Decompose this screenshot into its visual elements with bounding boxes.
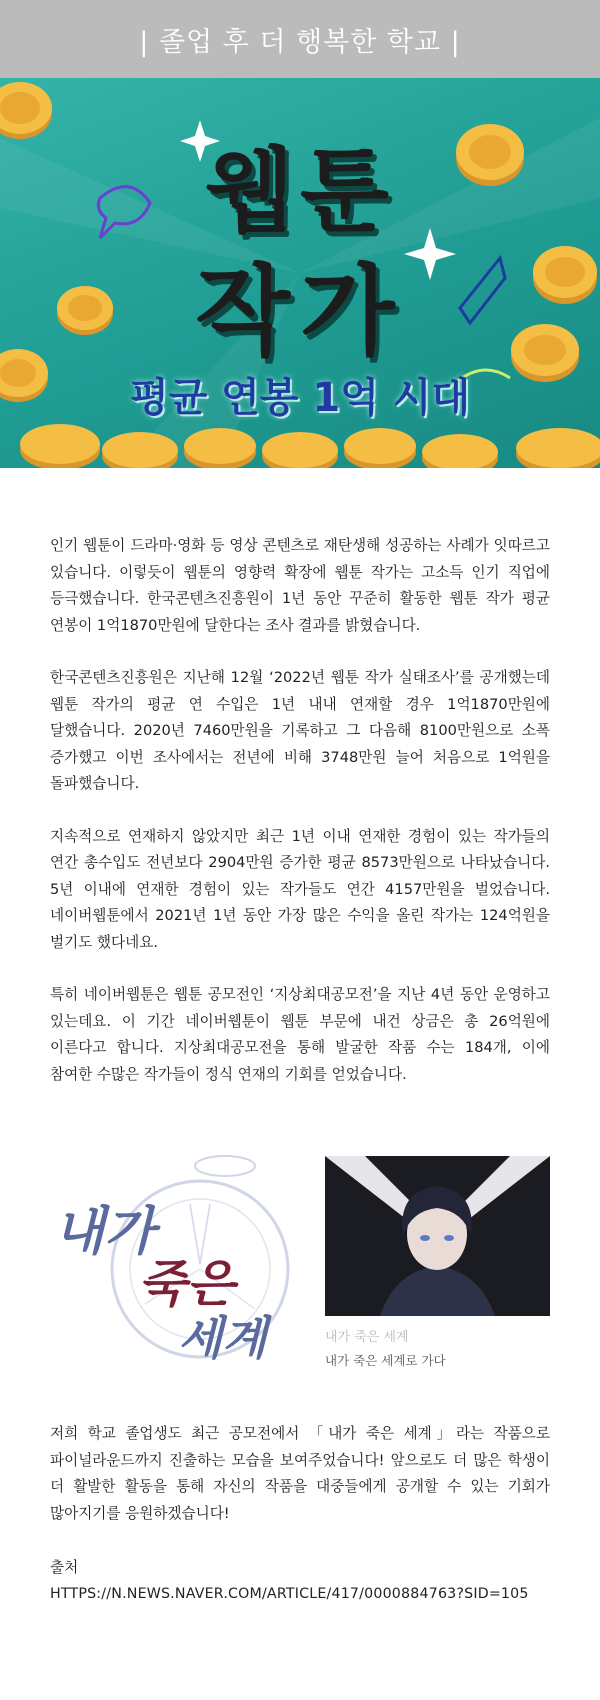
character-illustration bbox=[325, 1156, 550, 1316]
source-label: 출처 bbox=[50, 1559, 79, 1576]
logo-part: 세계 bbox=[178, 1311, 267, 1365]
webtoon-banner bbox=[0, 78, 600, 468]
banner-title-line2: 작가 bbox=[195, 255, 405, 369]
caption-title: 내가 죽은 세계 bbox=[325, 1330, 409, 1345]
logo-part: 죽은 bbox=[138, 1254, 235, 1313]
webtoon-thumbnail bbox=[325, 1156, 550, 1316]
header-title: | 졸업 후 더 행복한 학교 | bbox=[139, 26, 461, 58]
article-paragraph: 특히 네이버웹툰은 웹툰 공모전인 ‘지상최대공모전’을 지난 4년 동안 운영하고 있는데요. 이 기간 네이버웹툰이 웹툰 부문에 내건 상금은 총 26억원에 이른다고 합니다. 지상최대공모전을 통해 발굴한 작품 수는 184개, 이에 참여한 수많은 작가들이 정식 연재의 기회를 얻었습니다. bbox=[50, 986, 550, 1083]
banner-subtitle: 평균 연봉 1억 시대 bbox=[129, 375, 471, 421]
page-header bbox=[0, 0, 600, 78]
webtoon-feature bbox=[50, 1136, 550, 1421]
banner-title-line1: 웹툰 bbox=[205, 138, 395, 245]
coin-icon bbox=[20, 424, 600, 468]
logo-part: 내가 bbox=[54, 1201, 155, 1262]
article-paragraph: 인기 웹툰이 드라마·영화 등 영상 콘텐츠로 재탄생해 성공하는 사례가 잇따르고 있습니다. 이렇듯이 웹툰의 영향력 확장에 웹툰 작가는 고소득 인기 직업에 등극했습니다. 한국콘텐츠진흥원이 1년 동안 꾸준히 활동한 웹툰 작가 평균 연봉이 1억1870만원에 달한다는 조사 결과를 밝혔습니다. bbox=[50, 537, 550, 634]
article-body bbox=[0, 468, 600, 1607]
webtoon-logo bbox=[50, 1144, 290, 1379]
source-link[interactable]: HTTPS://N.NEWS.NAVER.COM/ARTICLE/417/0000884763?SID=105 bbox=[50, 1586, 529, 1602]
closing-paragraph: 저희 학교 졸업생도 최근 공모전에서 「내가 죽은 세계」라는 작품으로 파이널라운드까지 진출하는 모습을 보여주었습니다! 앞으로도 더 많은 학생이 더 활발한 활동을 통해 자신의 작품을 대중들에게 공개할 수 있는 기회가 많아지기를 응원하겠습니다! bbox=[50, 1425, 550, 1522]
article-paragraph: 지속적으로 연재하지 않았지만 최근 1년 이내 연재한 경험이 있는 작가들의 연간 총수입도 전년보다 2904만원 증가한 평균 8573만원으로 나타났습니다. 5년 이내에 연재한 경험이 있는 작가들도 연간 4157만원을 벌었습니다. 네이버웹툰에서 2021년 1년 동안 가장 많은 수익을 올린 작가는 124억원을 벌기도 했다네요. bbox=[50, 827, 550, 951]
article-paragraph: 한국콘텐츠진흥원은 지난해 12월 ‘2022년 웹툰 작가 실태조사’를 공개했는데 웹툰 작가의 평균 연 수입은 1년 내내 연재할 경우 1억1870만원에 달했습니다. 2020년 7460만원을 기록하고 그 다음해 8100만원으로 소폭 증가했고 이번 조사에서는 전년에 비해 3748만원 늘어 처음으로 1억원을 돌파했습니다. bbox=[50, 669, 550, 792]
caption-subtitle: 내가 죽은 세계로 가다 bbox=[325, 1353, 446, 1368]
